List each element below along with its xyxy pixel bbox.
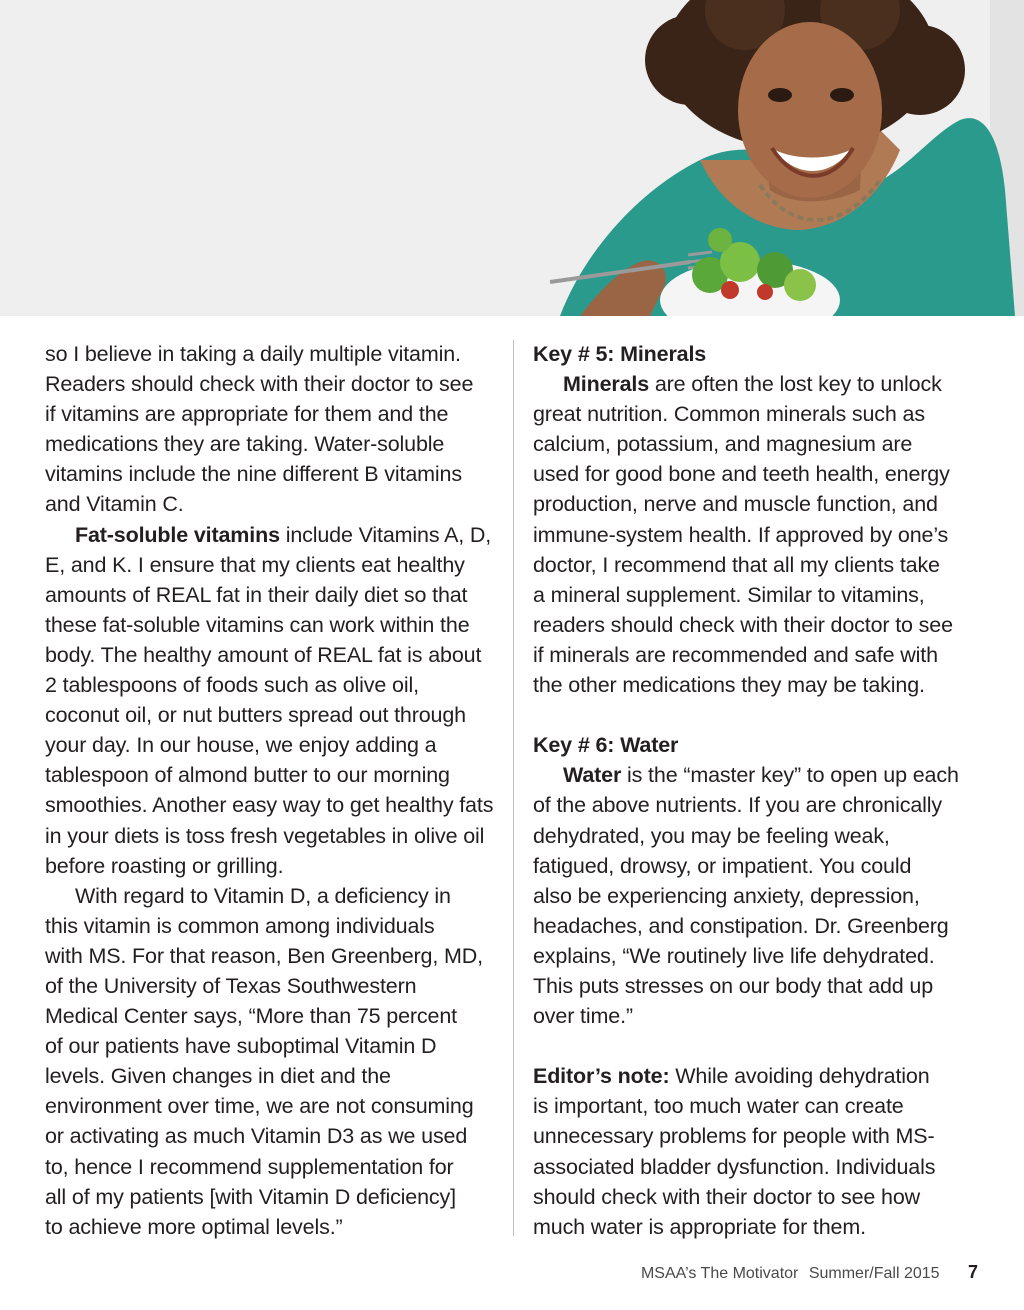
issue-date: Summer/Fall 2015 [808,1265,940,1282]
text-line: vitamins include the nine different B vitamins [45,462,462,487]
key-5-heading: Key # 5: Minerals [533,342,707,366]
woman-eating-salad-illustration [0,0,1024,316]
text-line: readers should check with their doctor to see [533,612,953,637]
text-line: to, hence I recommend supplementation for [45,1154,454,1179]
text-line [45,520,497,550]
text-line: this vitamin is common among individuals [45,913,435,938]
text-line: explains, “We routinely live life dehydrated. [533,943,935,968]
text-run: While avoiding dehydration [669,1064,930,1089]
text-run: is the “master key” to open up each [621,763,959,788]
text-line [533,760,995,790]
text-line: with MS. For that reason, Ben Greenberg, MD, [45,943,483,968]
text-line: 2 tablespoons of foods such as olive oil, [45,673,419,698]
text-line: With regard to Vitamin D, a deficiency in [75,883,451,908]
publication-name: MSAA’s The Motivator [640,1265,799,1282]
paragraph-vitamin-d [45,881,497,1242]
text-line: of the above nutrients. If you are chronically [533,793,943,818]
paragraph-water [533,760,995,1031]
text-line: dehydrated, you may be feeling weak, [533,823,890,848]
text-line: great nutrition. Common minerals such as [533,402,925,427]
text-line: and Vitamin C. [45,492,184,517]
text-line: smoothies. Another easy way to get healthy fats [45,793,494,818]
text-line: so I believe in taking a daily multiple vitamin. [45,342,461,366]
text-line: used for good bone and teeth health, energy [533,462,950,487]
text-line: calcium, potassium, and magnesium are [533,432,913,457]
text-line: medications they are taking. Water-soluble [45,432,445,457]
text-line: amounts of REAL fat in their daily diet so that [45,582,468,607]
fat-soluble-lead: Fat-soluble vitamins [75,522,280,547]
text-line: E, and K. I ensure that my clients eat healthy [45,552,465,577]
text-line: also be experiencing anxiety, depression, [533,883,920,908]
text-line: fatigued, drowsy, or impatient. You could [533,853,912,878]
text-line: unnecessary problems for people with MS- [533,1124,935,1149]
text-line: to achieve more optimal levels.” [45,1214,343,1239]
text-line: Medical Center says, “More than 75 percent [45,1004,457,1029]
section-spacer [533,1031,995,1061]
text-line: if vitamins are appropriate for them and the [45,402,449,427]
editors-note-lead: Editor’s note: [533,1064,670,1089]
left-column [45,339,497,1242]
text-line: these fat-soluble vitamins can work within the [45,612,470,637]
text-line: tablespoon of almond butter to our morning [45,763,450,788]
column-divider [513,340,514,1236]
right-column [533,339,995,1242]
text-line: your day. In our house, we enjoy adding a [45,733,437,758]
text-line: This puts stresses on our body that add up [533,973,934,998]
paragraph-multivitamin [45,339,497,520]
hero-photo [0,0,1024,316]
text-line: immune-system health. If approved by one’s [533,522,949,547]
text-line [533,369,995,399]
paragraph-minerals [533,369,995,700]
text-line: is important, too much water can create [533,1094,904,1119]
text-line: much water is appropriate for them. [533,1214,866,1239]
text-line: a mineral supplement. Similar to vitamins, [533,582,925,607]
editors-note [533,1061,995,1242]
text-line: if minerals are recommended and safe with [533,642,938,667]
text-line: over time.” [533,1004,633,1029]
text-line: body. The healthy amount of REAL fat is about [45,642,482,667]
text-run: include Vitamins A, D, [279,522,492,547]
text-line: of the University of Texas Southwestern [45,973,417,998]
paragraph-fat-soluble-vitamins [45,520,497,881]
key-6-heading: Key # 6: Water [533,733,679,758]
page-number: 7 [967,1262,978,1282]
text-line: the other medications they may be taking. [533,673,925,698]
text-line: doctor, I recommend that all my clients take [533,552,940,577]
text-line [533,1061,995,1091]
text-line: headaches, and constipation. Dr. Greenberg [533,913,949,938]
text-line: all of my patients [with Vitamin D deficiency] [45,1184,456,1209]
text-line: should check with their doctor to see how [533,1184,921,1209]
page-footer [641,1262,978,1283]
text-line: coconut oil, or nut butters spread out through [45,703,466,728]
text-run: are often the lost key to unlock [649,372,942,397]
text-line: or activating as much Vitamin D3 as we used [45,1124,468,1149]
text-line: in your diets is toss fresh vegetables in olive oil [45,823,485,848]
minerals-lead: Minerals [563,372,650,397]
text-line: of our patients have suboptimal Vitamin D [45,1034,437,1059]
water-lead: Water [563,763,622,788]
section-spacer [533,700,995,730]
text-line: associated bladder dysfunction. Individuals [533,1154,936,1179]
text-line: environment over time, we are not consuming [45,1094,474,1119]
text-line: before roasting or grilling. [45,853,284,878]
text-line: levels. Given changes in diet and the [45,1064,391,1089]
text-line: production, nerve and muscle function, and [533,492,938,517]
text-line: Readers should check with their doctor to see [45,372,474,397]
